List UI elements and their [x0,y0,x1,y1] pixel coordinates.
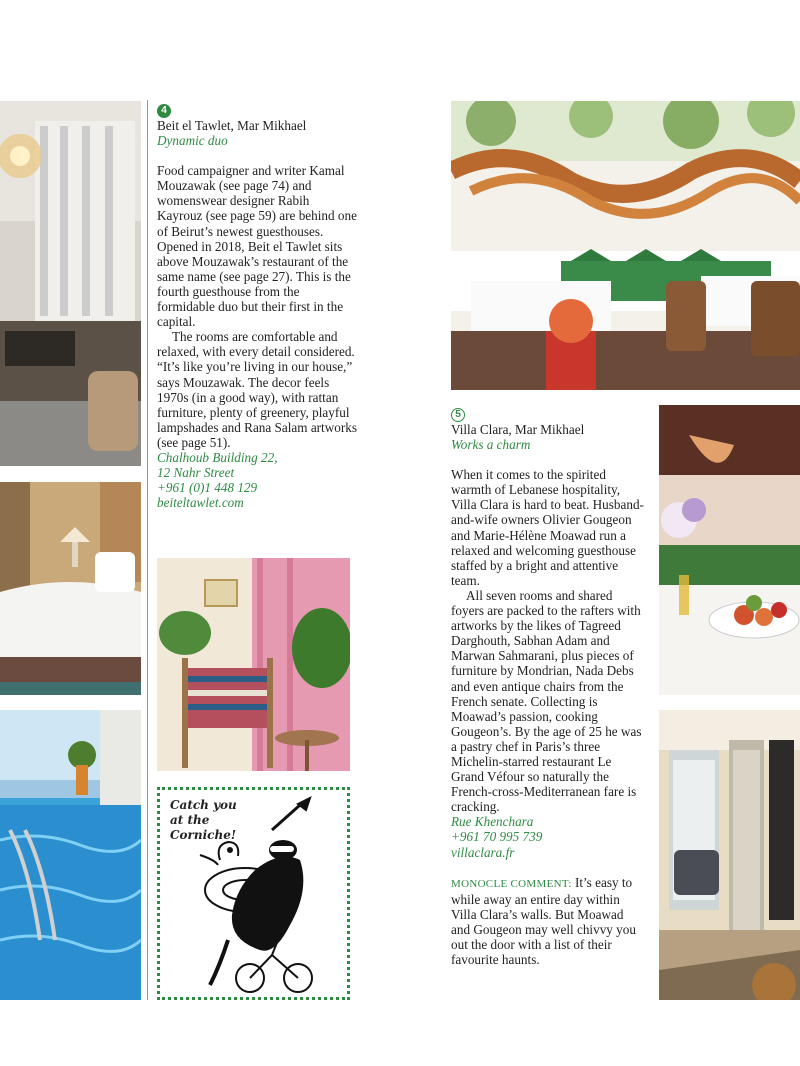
entry-title: Beit el Tawlet, Mar Mikhael [157,118,307,133]
website-link[interactable]: beiteltawlet.com [157,495,244,511]
address-line: Rue Khenchara [451,814,534,830]
illustration-caption: Corniche! [170,828,237,842]
phone-number[interactable]: +961 (0)1 448 129 [157,480,258,496]
column-divider [147,100,148,1000]
entry-body-paragraph: When it comes to the spirited warmth of Lebanese hospitality, Villa Clara is hard to beat. Husband-and-wife owners Olivier Gougeon and Marie-Hélène Moawad run a relaxed and welcoming guesthouse staffed by a bright and attentive team. [451,467,644,588]
hotel-lobby-photo [0,101,141,466]
guest-bedroom-photo [0,482,141,695]
cyclist-with-float-illustration [160,790,347,997]
entry-body-paragraph: The rooms are comfortable and relaxed, with every detail considered. “It’s like you’re living in our house,” says Mouzawak. The decor feels 1970s (in a good way), with rattan furniture, plenty of greenery, playful lampshades and Rana Salam artworks (see page 51). [157,329,357,450]
entry-tagline: Works a charm [451,437,531,453]
illustration-caption: Catch you [170,798,237,812]
comment-text: It’s easy to while away an entire day within Villa Clara’s walls. But Moawad and Gougeon may well chivvy you out the door with a list of their favourite haunts. [451,874,636,968]
entry-body-paragraph: All seven rooms and shared foyers are packed to the rafters with artworks by the likes of Tagreed Darghouth, Sabhan Adam and Marwan Sahmarani, plus pieces of furniture by Mondrian, Nada Debs and even antique chairs from the French senate. Collecting is Moawad’s passion, cooking Gougeon’s. By the age of 25 he was a pastry chef in Paris’s three Michelin-starred restaurant Le Grand Véfour so naturally the French-cross-Mediterranean fare is cracking. [451,587,642,815]
entry-body-paragraph: Food campaigner and writer Kamal Mouzawak (see page 74) and womenswear designer Rabih Kayrouz (see page 59) are behind one of Beirut’s newest guesthouses. Opened in 2018, Beit el Tawlet sits above Mouzawak’s restaurant of the same name (see page 27). This is the fourth guesthouse from the formidable duo but their first in the capital. [157,163,357,330]
entry-number-badge: 5 [451,405,645,422]
entry-villa-clara [451,405,645,967]
rattan-chair-photo [157,558,350,771]
corniche-illustration [157,787,350,1000]
restaurant-dining-room-photo [451,101,800,390]
rooftop-pool-photo [0,710,141,1000]
entry-title: Villa Clara, Mar Mikhael [451,422,585,437]
entry-beit-el-tawlet [157,101,357,510]
address-line: 12 Nahr Street [157,465,235,481]
comment-label: MONOCLE COMMENT: [451,877,572,890]
illustration-caption: at the [170,813,210,827]
phone-number[interactable]: +961 70 995 739 [451,829,543,845]
address-line: Chalhoub Building 22, [157,449,278,465]
entry-tagline: Dynamic duo [157,133,228,149]
monocle-comment [451,875,645,968]
villa-clara-room-photo [659,710,800,1000]
villa-clara-table-photo [659,405,800,695]
website-link[interactable]: villaclara.fr [451,844,515,860]
entry-number-badge: 4 [157,101,357,118]
